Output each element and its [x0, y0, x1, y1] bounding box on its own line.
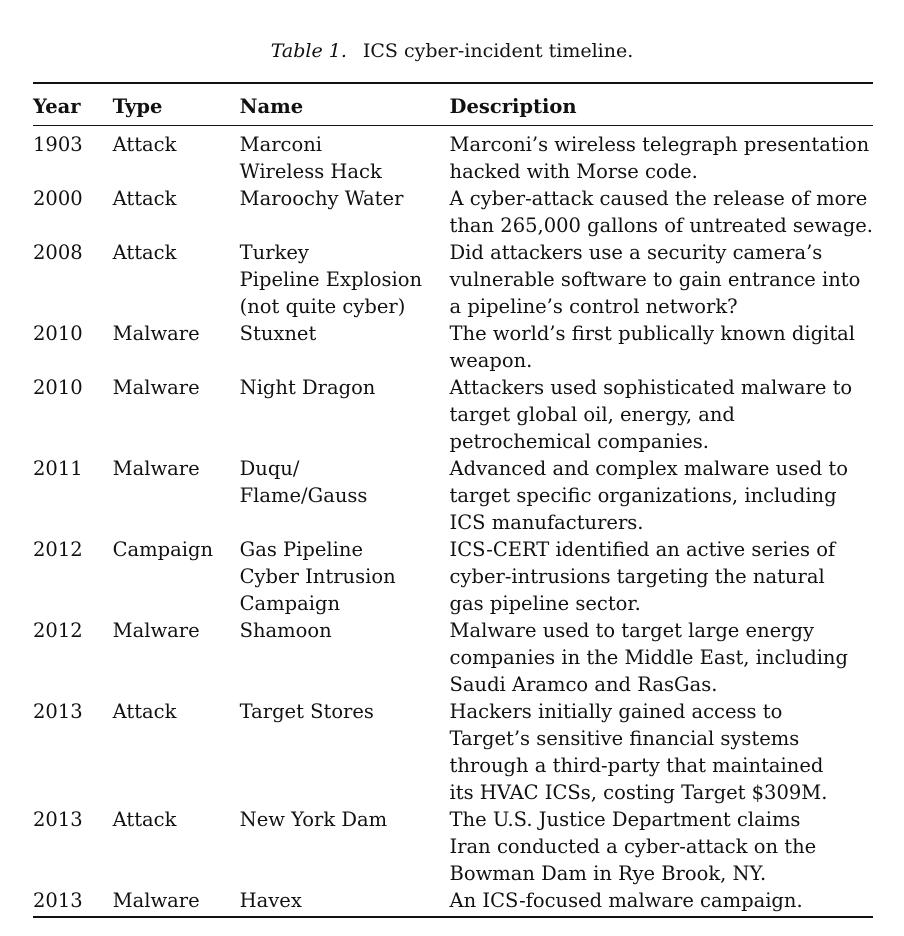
cell-name	[240, 239, 450, 320]
cell-type: Attack	[112, 133, 177, 156]
table-header	[33, 83, 873, 126]
table-row	[33, 320, 873, 374]
cell-description-line: its HVAC ICSs, costing Target $309M.	[449, 781, 828, 804]
table-row	[33, 455, 873, 536]
cell-description-line: Bowman Dam in Rye Brook, NY.	[449, 862, 767, 885]
cell-description-line: target global oil, energy, and	[449, 403, 735, 426]
cell-description	[450, 887, 873, 917]
cell-description-line: A cyber-attack caused the release of more	[449, 187, 868, 210]
cell-year: 2013	[33, 808, 83, 831]
cell-description	[450, 806, 873, 887]
cell-name-line: Flame/Gauss	[239, 484, 368, 507]
cell-description	[450, 239, 873, 320]
cell-name-line: Gas Pipeline	[239, 538, 363, 561]
cell-year: 2012	[33, 619, 83, 642]
cell-description-line: ICS manufacturers.	[449, 511, 644, 534]
cell-description-line: hacked with Morse code.	[449, 160, 698, 183]
cell-name-line: Turkey	[239, 241, 309, 264]
cell-name	[240, 617, 450, 698]
cell-description-line: Saudi Aramco and RasGas.	[449, 673, 718, 696]
table-body	[33, 126, 873, 918]
cell-name-line: Marconi	[239, 133, 322, 156]
cell-description	[450, 455, 873, 536]
cell-name	[240, 455, 450, 536]
cell-name-line: New York Dam	[239, 808, 388, 831]
cell-description-line: Hackers initially gained access to	[449, 700, 783, 723]
cell-description	[450, 185, 873, 239]
cell-name-line: Campaign	[239, 592, 341, 615]
table-caption	[0, 38, 904, 64]
cell-name	[240, 126, 450, 186]
table-row	[33, 374, 873, 455]
cell-name	[240, 536, 450, 617]
cell-year: 2008	[33, 241, 83, 264]
cell-year: 2012	[33, 538, 83, 561]
cell-description-line: weapon.	[449, 349, 533, 372]
table-row	[33, 185, 873, 239]
cell-name-line: Havex	[239, 889, 302, 912]
cell-description	[450, 374, 873, 455]
table-row	[33, 126, 873, 186]
table-row	[33, 536, 873, 617]
table-row	[33, 887, 873, 917]
cell-type: Campaign	[112, 538, 214, 561]
caption-label: Table 1.	[270, 40, 347, 62]
cell-type: Attack	[112, 700, 177, 723]
table-row	[33, 239, 873, 320]
cell-name-line: Pipeline Explosion	[239, 268, 423, 291]
cell-year: 2010	[33, 322, 83, 345]
cell-year: 2011	[33, 457, 83, 480]
cell-name-line: Stuxnet	[239, 322, 317, 345]
header-row	[33, 83, 873, 126]
cell-name-line: Cyber Intrusion	[239, 565, 396, 588]
cell-description-line: The U.S. Justice Department claims	[449, 808, 801, 831]
cell-name-line: Duqu/	[239, 457, 300, 480]
cell-name-line: Night Dragon	[239, 376, 376, 399]
cell-description-line: ICS-CERT identified an active series of	[449, 538, 836, 561]
cell-name-line: Target Stores	[239, 700, 374, 723]
cell-description-line: target specific organizations, including	[449, 484, 837, 507]
cell-description	[450, 698, 873, 806]
cell-description-line: Marconi’s wireless telegraph presentation	[449, 133, 870, 156]
incident-table	[33, 82, 873, 918]
cell-description-line: companies in the Middle East, including	[449, 646, 848, 669]
cell-name	[240, 185, 450, 239]
cell-name	[240, 320, 450, 374]
cell-type: Malware	[112, 322, 200, 345]
cell-description	[450, 617, 873, 698]
cell-name-line: (not quite cyber)	[239, 295, 406, 318]
cell-name	[240, 806, 450, 887]
cell-type: Malware	[112, 376, 200, 399]
header-description: Description	[450, 83, 873, 126]
header-type: Type	[113, 83, 240, 126]
cell-type: Attack	[112, 187, 177, 210]
cell-description-line: Target’s sensitive financial systems	[449, 727, 800, 750]
cell-description-line: Malware used to target large energy	[449, 619, 815, 642]
header-year: Year	[33, 83, 113, 126]
cell-year: 2013	[33, 889, 83, 912]
cell-name	[240, 374, 450, 455]
cell-name	[240, 887, 450, 917]
cell-year: 1903	[33, 133, 83, 156]
cell-description-line: cyber-intrusions targeting the natural	[449, 565, 825, 588]
cell-description-line: Did attackers use a security camera’s	[449, 241, 823, 264]
cell-type: Malware	[112, 889, 200, 912]
table-row	[33, 806, 873, 887]
cell-type: Attack	[112, 241, 177, 264]
table-row	[33, 698, 873, 806]
cell-description-line: petrochemical companies.	[449, 430, 709, 453]
cell-description	[450, 320, 873, 374]
cell-description-line: Advanced and complex malware used to	[449, 457, 849, 480]
cell-description	[450, 126, 873, 186]
header-name: Name	[240, 83, 450, 126]
table-row	[33, 617, 873, 698]
cell-description-line: through a third-party that maintained	[449, 754, 824, 777]
cell-name-line: Wireless Hack	[239, 160, 382, 183]
cell-name	[240, 698, 450, 806]
cell-name-line: Shamoon	[239, 619, 332, 642]
cell-year: 2013	[33, 700, 83, 723]
cell-description-line: Attackers used sophisticated malware to	[449, 376, 853, 399]
cell-type: Malware	[112, 457, 200, 480]
cell-description-line: An ICS-focused malware campaign.	[449, 889, 803, 912]
cell-description	[450, 536, 873, 617]
cell-description-line: Iran conducted a cyber-attack on the	[449, 835, 817, 858]
cell-type: Attack	[112, 808, 177, 831]
cell-year: 2010	[33, 376, 83, 399]
cell-description-line: than 265,000 gallons of untreated sewage.	[449, 214, 873, 237]
cell-description-line: gas pipeline sector.	[449, 592, 641, 615]
cell-description-line: vulnerable software to gain entrance into	[449, 268, 861, 291]
caption-text: ICS cyber-incident timeline.	[362, 40, 634, 62]
cell-type: Malware	[112, 619, 200, 642]
cell-description-line: The world’s first publically known digital	[449, 322, 856, 345]
cell-name-line: Maroochy Water	[239, 187, 404, 210]
cell-description-line: a pipeline’s control network?	[449, 295, 738, 318]
cell-year: 2000	[33, 187, 83, 210]
